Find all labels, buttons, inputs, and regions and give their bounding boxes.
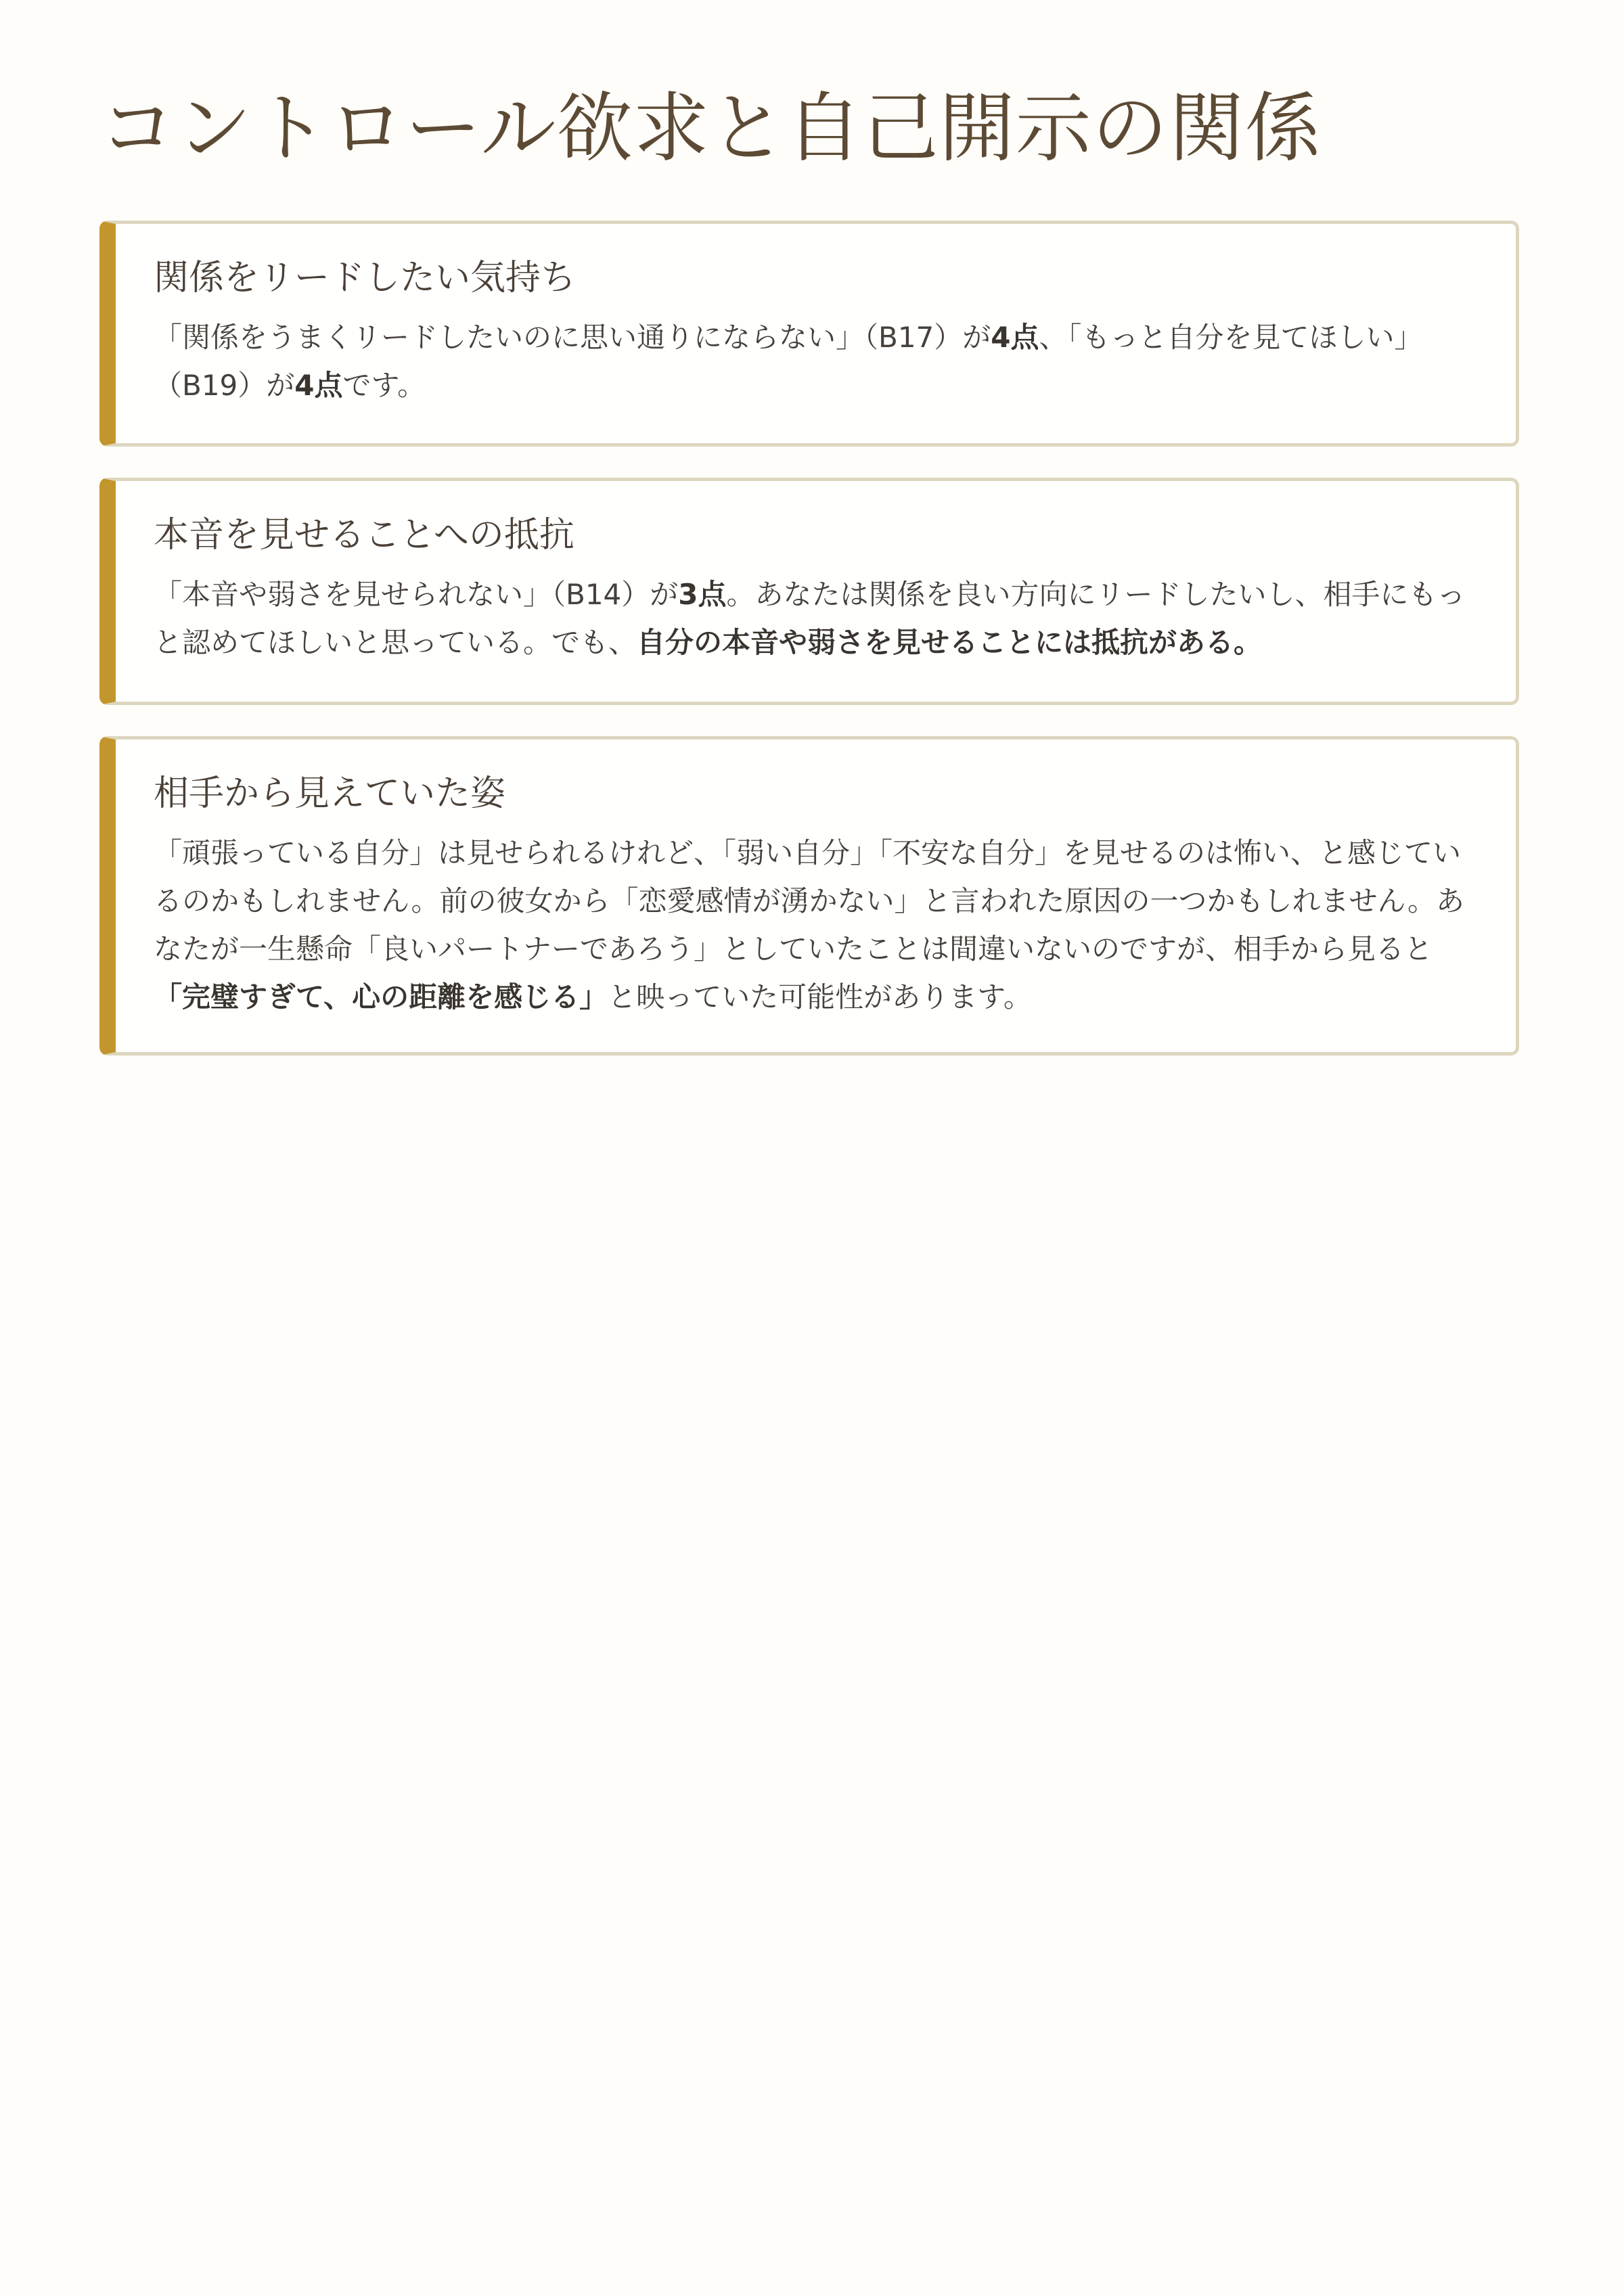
section-card-lead-desire bbox=[99, 221, 1519, 447]
card-heading: 相手から見えていた姿 bbox=[154, 773, 506, 814]
body-text: 「頑張っている自分」は見せられるけれど、「弱い自分」「不安な自分」を見せるのは怖い、と感じているのかもしれません。前の彼女から「恋愛感情が湧かない」と言われた原因の一つかもしれません。あなたが一生懸命「良いパートナーであろう」としていたことは間違いないのですが、相手から見ると bbox=[154, 836, 1465, 965]
card-heading: 関係をリードしたい気持ち bbox=[154, 258, 577, 298]
card-heading: 本音を見せることへの抵抗 bbox=[154, 515, 574, 555]
body-text: 。あなたは関係を良い方向にリードしたいし、相手にもっと認めてほしいと思っている。でも、 bbox=[154, 578, 1466, 659]
page-title: コントロール欲求と自己開示の関係 bbox=[99, 85, 1322, 173]
section-card-partner-view bbox=[99, 736, 1519, 1055]
document-page bbox=[99, 80, 1519, 1055]
body-text: 、「もっと自分を見てほしい」（B19）が bbox=[154, 321, 1423, 402]
body-text: 「本音や弱さを見せられない」（B14）が bbox=[154, 578, 679, 611]
score-highlight: 3点 bbox=[678, 578, 727, 611]
score-highlight: 4点 bbox=[294, 369, 343, 402]
card-body bbox=[154, 313, 1478, 409]
card-body bbox=[154, 829, 1478, 1021]
body-text: と映っていた可能性があります。 bbox=[608, 980, 1032, 1014]
section-card-resistance bbox=[99, 478, 1519, 705]
body-text: 「関係をうまくリードしたいのに思い通りにならない」（B17）が bbox=[154, 321, 991, 354]
body-text: です。 bbox=[342, 369, 426, 402]
emphasis-text: 自分の本音や弱さを見せることには抵抗がある。 bbox=[637, 626, 1263, 659]
score-highlight: 4点 bbox=[991, 321, 1039, 354]
emphasis-text: 「完璧すぎて、心の距離を感じる」 bbox=[154, 980, 608, 1014]
card-body bbox=[154, 570, 1478, 666]
